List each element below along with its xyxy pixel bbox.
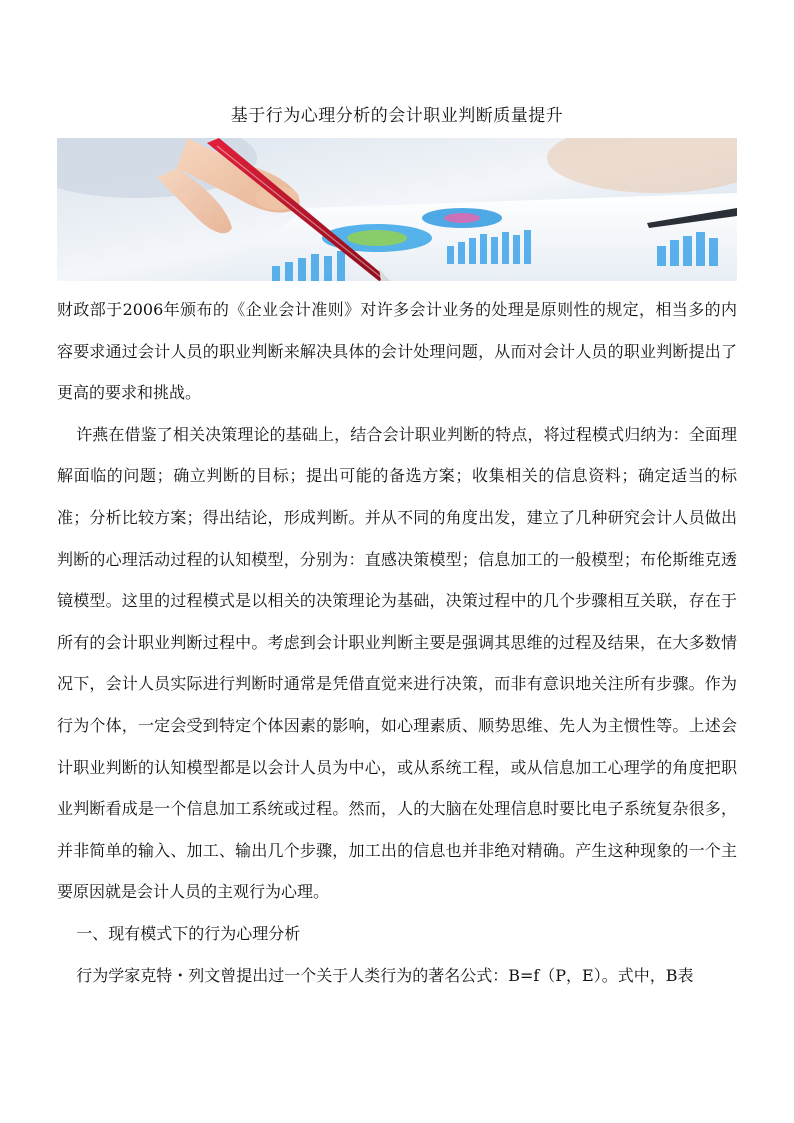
section-heading: 一、现有模式下的行为心理分析 (76, 923, 301, 943)
paragraph-3: 行为学家克特・列文曾提出过一个关于人类行为的著名公式：B=f（P，E）。式中，B表 (76, 965, 694, 985)
paragraph-1: 财政部于2006年颁布的《企业会计准则》对许多会计业务的处理是原则性的规定，相当多的内容要求通过会计人员的职业判断来解决具体的会计处理问题，从而对会计人员的职业判断提出了更高的要求和挑战。 (57, 300, 737, 403)
pen-on-charts-photo-icon (57, 138, 737, 281)
paragraph-2: 许燕在借鉴了相关决策理论的基础上，结合会计职业判断的特点，将过程模式归纳为：全面理解面临的问题；确立判断的目标；提出可能的备选方案；收集相关的信息资料；确定适当的标准；分析比较方案；得出结论，形成判断。并从不同的角度出发，建立了几种研究会计人员做出判断的心理活动过程的认知模型，分别为：直感决策模型；信息加工的一般模型；布伦斯维克透镜模型。这里的过程模式是以相关的决策理论为基础，决策过程中的几个步骤相互关联，存在于所有的会计职业判断过程中。考虑到会计职业判断主要是强调其思维的过程及结果，在大多数情况下，会计人员实际进行判断时通常是凭借直觉来进行决策，而非有意识地关注所有步骤。作为行为个体，一定会受到特定个体因素的影响，如心理素质、顺势思维、先人为主惯性等。上述会计职业判断的认知模型都是以会计人员为中心，或从系统工程，或从信息加工心理学的角度把职业判断看成是一个信息加工系统或过程。然而，人的大脑在处理信息时要比电子系统复杂很多，并非简单的输入、加工、输出几个步骤，加工出的信息也并非绝对精确。产生这种现象的一个主要原因就是会计人员的主观行为心理。 (57, 424, 737, 902)
article-body (57, 289, 737, 996)
page-title: 基于行为心理分析的会计职业判断质量提升 (230, 106, 564, 126)
hero-image (57, 138, 737, 281)
